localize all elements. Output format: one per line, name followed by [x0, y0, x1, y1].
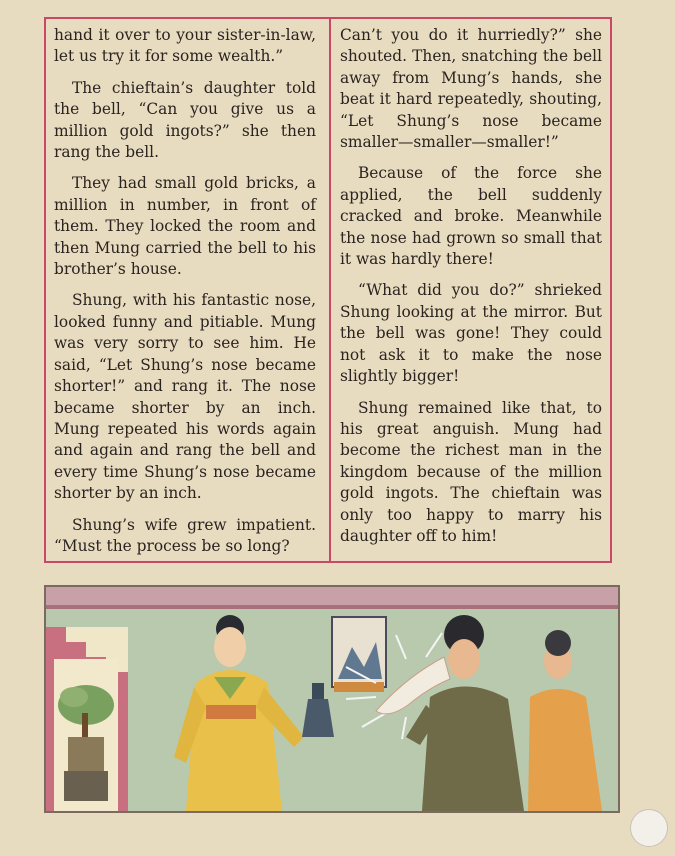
story-paragraph: hand it over to your sister-in-law, let us try it for some wealth.”: [54, 26, 316, 66]
story-paragraph: “What did you do?” shrieked Shung looking at the mirror. But the bell was gone! They could not ask it to make the nose slightly bigger!: [340, 281, 602, 386]
story-paragraph: The chieftain’s daughter told the bell, “Can you give us a million gold ingots?” she then rang the bell.: [54, 78, 316, 162]
column-divider: [329, 19, 331, 561]
story-paragraph: Can’t you do it hurriedly?” she shouted. Then, snatching the bell away from Mung’s hands, she beat it hard repeatedly, shouting, “Let Shung’s nose became smaller—smaller—smaller!”: [340, 26, 602, 152]
story-paragraph: Shung’s wife grew impatient. “Must the process be so long?: [54, 515, 316, 555]
story-paragraph: Shung remained like that, to his great anguish. Mung had become the richest man in the kingdom because of the million gold ingots. The chieftain was only too happy to marry his daughter off to him!: [340, 398, 602, 545]
story-paragraph: Because of the force she applied, the bell suddenly cracked and broke. Meanwhile the nose had grown so small that it was hardly there!: [340, 164, 602, 269]
story-illustration: [44, 585, 620, 813]
story-right-column: [340, 25, 602, 557]
watermark-icon: [630, 809, 668, 847]
story-paragraph: They had small gold bricks, a million in number, in front of them. They locked the room and then Mung carried the bell to his brother’s house.: [54, 174, 316, 279]
story-paragraph: Shung, with his fantastic nose, looked funny and pitiable. Mung was very sorry to see him. He said, “Let Shung’s nose became shorter!” and rang it. The nose became shorter by an inch. Mung repeated his words again and again and rang the bell and every time Shung’s nose became shorter by an inch.: [54, 291, 316, 503]
story-left-column: [54, 25, 316, 567]
illustration-scene-icon: [46, 587, 618, 811]
story-text-frame: [44, 17, 612, 563]
